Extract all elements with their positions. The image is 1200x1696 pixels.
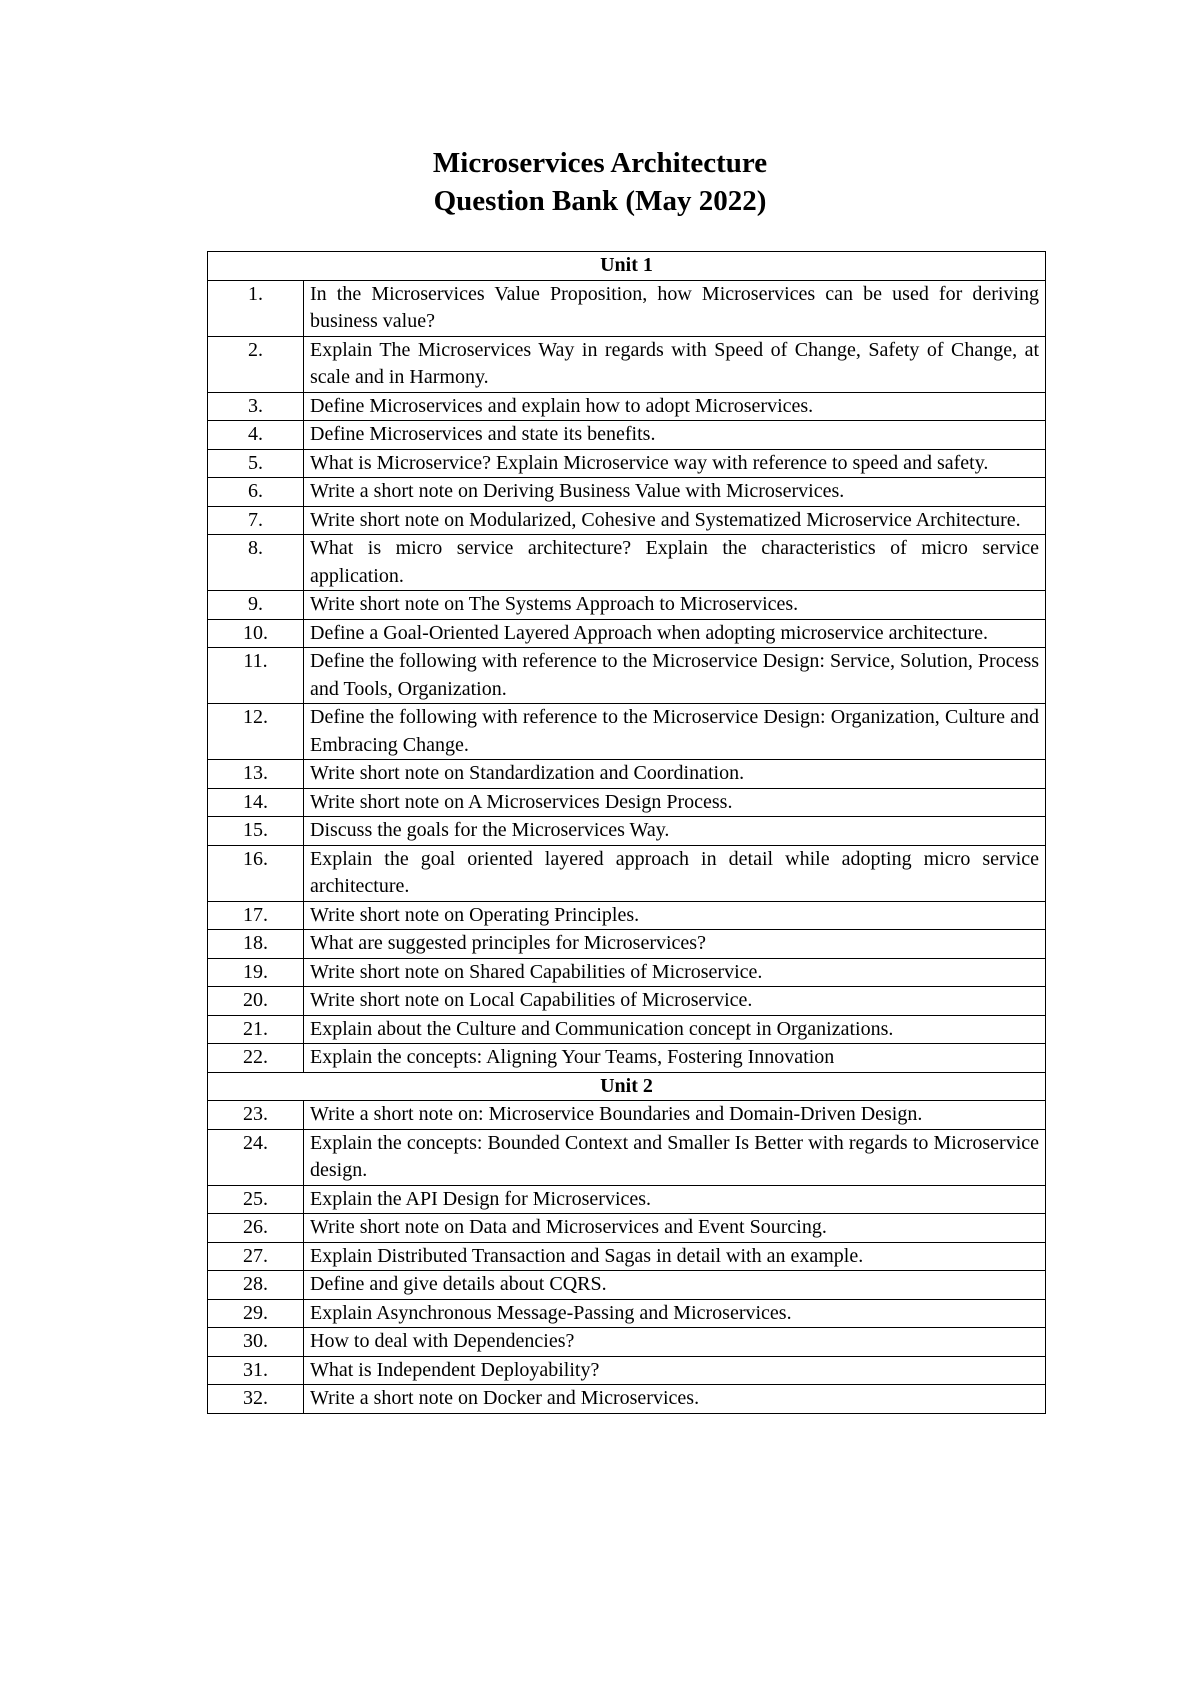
question-number: 20.: [208, 987, 304, 1016]
question-table-body: [208, 252, 1046, 1414]
question-number: 22.: [208, 1044, 304, 1073]
question-text: Define and give details about CQRS.: [304, 1271, 1046, 1300]
question-number: 30.: [208, 1328, 304, 1357]
question-row: [208, 449, 1046, 478]
question-text: Explain the API Design for Microservices.: [304, 1185, 1046, 1214]
question-row: [208, 788, 1046, 817]
question-text: What are suggested principles for Microservices?: [304, 930, 1046, 959]
question-row: [208, 648, 1046, 704]
question-row: [208, 478, 1046, 507]
question-row: [208, 1015, 1046, 1044]
question-row: [208, 958, 1046, 987]
question-row: [208, 760, 1046, 789]
question-row: [208, 704, 1046, 760]
question-row: [208, 506, 1046, 535]
question-text: Write a short note on: Microservice Boundaries and Domain-Driven Design.: [304, 1101, 1046, 1130]
question-text: Write short note on Data and Microservices and Event Sourcing.: [304, 1214, 1046, 1243]
question-text: How to deal with Dependencies?: [304, 1328, 1046, 1357]
question-number: 5.: [208, 449, 304, 478]
question-text: Explain Distributed Transaction and Sagas in detail with an example.: [304, 1242, 1046, 1271]
question-text: Write short note on Modularized, Cohesive and Systematized Microservice Architecture.: [304, 506, 1046, 535]
question-number: 23.: [208, 1101, 304, 1130]
question-number: 15.: [208, 817, 304, 846]
unit-heading: Unit 2: [208, 1072, 1046, 1101]
question-row: [208, 817, 1046, 846]
question-number: 25.: [208, 1185, 304, 1214]
question-number: 17.: [208, 901, 304, 930]
question-row: [208, 1356, 1046, 1385]
question-row: [208, 1214, 1046, 1243]
question-text: What is micro service architecture? Explain the characteristics of micro service application.: [304, 535, 1046, 591]
question-text: Explain The Microservices Way in regards with Speed of Change, Safety of Change, at scale and in Harmony.: [304, 336, 1046, 392]
question-row: [208, 535, 1046, 591]
document-header: [0, 144, 1200, 220]
question-row: [208, 1129, 1046, 1185]
question-number: 31.: [208, 1356, 304, 1385]
question-number: 2.: [208, 336, 304, 392]
question-text: Explain the concepts: Bounded Context and Smaller Is Better with regards to Microservice design.: [304, 1129, 1046, 1185]
question-row: [208, 930, 1046, 959]
question-row: [208, 1242, 1046, 1271]
question-row: [208, 845, 1046, 901]
question-row: [208, 1044, 1046, 1073]
question-number: 7.: [208, 506, 304, 535]
question-number: 26.: [208, 1214, 304, 1243]
question-row: [208, 280, 1046, 336]
question-text: Explain about the Culture and Communication concept in Organizations.: [304, 1015, 1046, 1044]
question-number: 10.: [208, 619, 304, 648]
question-row: [208, 1101, 1046, 1130]
question-text: Define Microservices and explain how to adopt Microservices.: [304, 392, 1046, 421]
question-number: 9.: [208, 591, 304, 620]
question-text: Write short note on A Microservices Design Process.: [304, 788, 1046, 817]
question-text: Define Microservices and state its benefits.: [304, 421, 1046, 450]
question-text: Write short note on The Systems Approach to Microservices.: [304, 591, 1046, 620]
question-row: [208, 421, 1046, 450]
question-text: Write short note on Shared Capabilities of Microservice.: [304, 958, 1046, 987]
question-number: 14.: [208, 788, 304, 817]
question-number: 21.: [208, 1015, 304, 1044]
question-number: 16.: [208, 845, 304, 901]
question-row: [208, 619, 1046, 648]
question-number: 32.: [208, 1385, 304, 1414]
question-row: [208, 1299, 1046, 1328]
question-text: Write a short note on Deriving Business Value with Microservices.: [304, 478, 1046, 507]
question-text: Define the following with reference to the Microservice Design: Service, Solution, Process and Tools, Organization.: [304, 648, 1046, 704]
question-number: 12.: [208, 704, 304, 760]
question-number: 28.: [208, 1271, 304, 1300]
question-number: 8.: [208, 535, 304, 591]
question-text: What is Independent Deployability?: [304, 1356, 1046, 1385]
question-number: 29.: [208, 1299, 304, 1328]
question-text: Write short note on Standardization and Coordination.: [304, 760, 1046, 789]
question-text: Write short note on Operating Principles.: [304, 901, 1046, 930]
document-title: Microservices Architecture: [432, 147, 768, 179]
question-number: 1.: [208, 280, 304, 336]
question-text: Discuss the goals for the Microservices Way.: [304, 817, 1046, 846]
question-row: [208, 901, 1046, 930]
question-row: [208, 1385, 1046, 1414]
question-text: Define a Goal-Oriented Layered Approach when adopting microservice architecture.: [304, 619, 1046, 648]
question-table: [207, 251, 1046, 1414]
unit-heading-row: [208, 252, 1046, 281]
question-row: [208, 392, 1046, 421]
question-text: Explain the goal oriented layered approach in detail while adopting micro service architecture.: [304, 845, 1046, 901]
question-text: Explain the concepts: Aligning Your Teams, Fostering Innovation: [304, 1044, 1046, 1073]
question-text: Explain Asynchronous Message-Passing and Microservices.: [304, 1299, 1046, 1328]
question-number: 3.: [208, 392, 304, 421]
question-number: 19.: [208, 958, 304, 987]
question-text: Write short note on Local Capabilities of Microservice.: [304, 987, 1046, 1016]
question-number: 24.: [208, 1129, 304, 1185]
question-number: 6.: [208, 478, 304, 507]
question-text: Define the following with reference to the Microservice Design: Organization, Culture and Embracing Change.: [304, 704, 1046, 760]
document-subtitle: Question Bank (May 2022): [433, 185, 767, 217]
unit-heading: Unit 1: [208, 252, 1046, 281]
question-row: [208, 591, 1046, 620]
question-row: [208, 1328, 1046, 1357]
question-number: 11.: [208, 648, 304, 704]
question-number: 18.: [208, 930, 304, 959]
question-row: [208, 987, 1046, 1016]
question-text: In the Microservices Value Proposition, how Microservices can be used for deriving business value?: [304, 280, 1046, 336]
unit-heading-row: [208, 1072, 1046, 1101]
question-number: 27.: [208, 1242, 304, 1271]
question-row: [208, 1271, 1046, 1300]
question-row: [208, 336, 1046, 392]
question-row: [208, 1185, 1046, 1214]
question-text: What is Microservice? Explain Microservice way with reference to speed and safety.: [304, 449, 1046, 478]
question-number: 13.: [208, 760, 304, 789]
question-number: 4.: [208, 421, 304, 450]
question-text: Write a short note on Docker and Microservices.: [304, 1385, 1046, 1414]
